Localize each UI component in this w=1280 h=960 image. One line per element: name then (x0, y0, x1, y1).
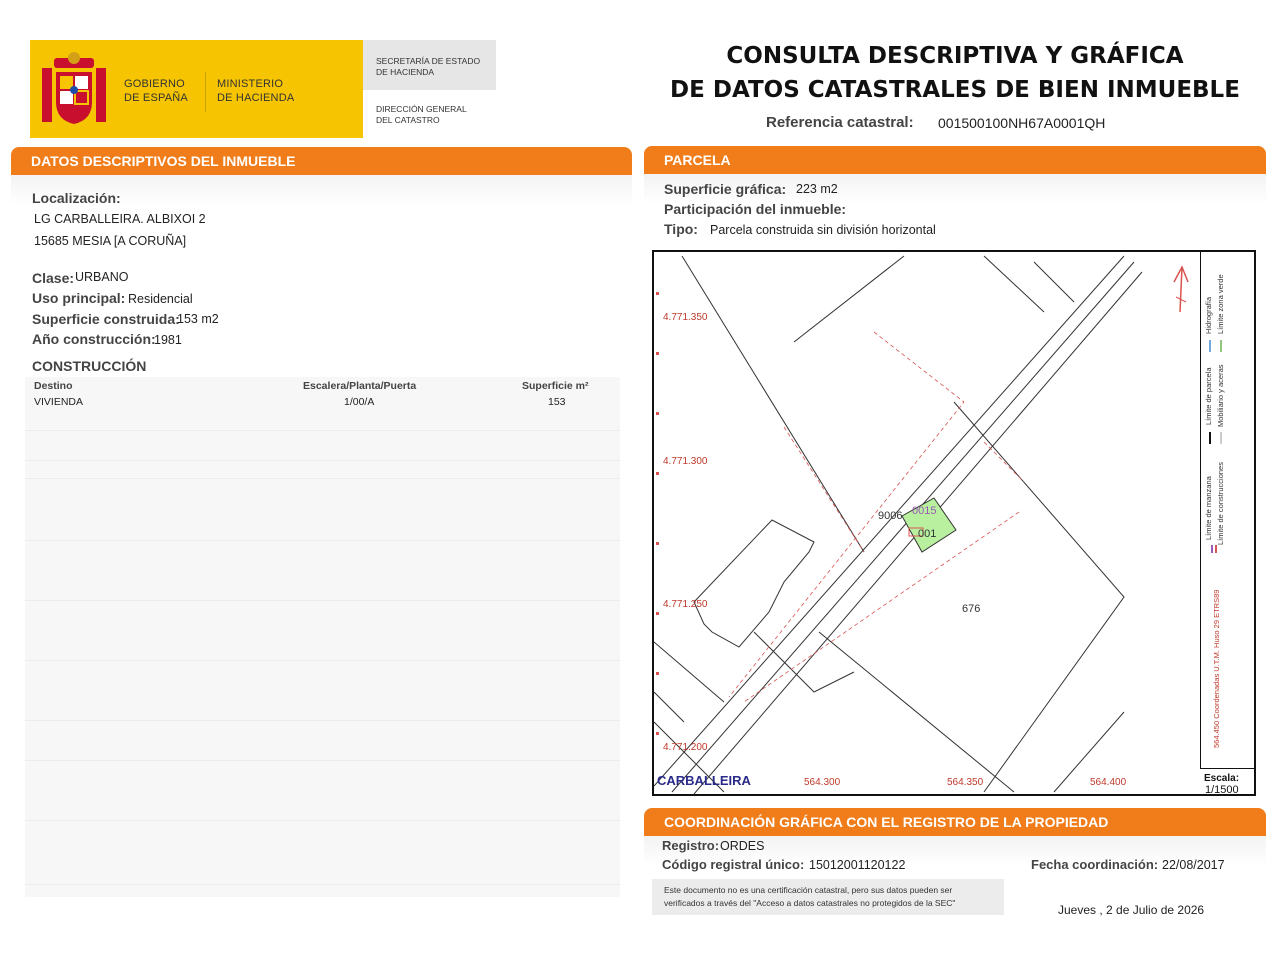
scale-value: 1/1500 (1205, 784, 1239, 796)
direccion-name: DIRECCIÓN GENERAL DEL CATASTRO (376, 104, 467, 125)
x-label-3: 564.400 (1090, 777, 1127, 788)
th-superficie: Superficie m² (522, 380, 589, 392)
th-escalera: Escalera/Planta/Puerta (303, 380, 417, 392)
legend-zona-verde: Límite zona verde (1216, 274, 1225, 334)
uso-label: Uso principal: (32, 290, 126, 306)
parcela-sup-value: 223 m2 (796, 182, 838, 196)
descriptive-header: DATOS DESCRIPTIVOS DEL INMUEBLE (11, 147, 632, 175)
ref-label: Referencia catastral: (766, 114, 914, 131)
y-label-3: 4.771.250 (663, 599, 708, 610)
y-label-4: 4.771.200 (663, 742, 708, 753)
x-label-1: 564.300 (804, 777, 841, 788)
clase-value: URBANO (75, 270, 129, 284)
disclaimer-text: Este documento no es una certificación catastral, pero sus datos pueden ser verificados a través del "Acceso a datos catastrales no protegidos de la SEC" (664, 885, 956, 908)
parcel-label-001: 001 (918, 528, 937, 540)
legend-parcela: Límite de parcela (1204, 367, 1213, 425)
loc-line1: LG CARBALLEIRA. ALBIXOI 2 (34, 212, 206, 226)
page-title: CONSULTA DESCRIPTIVA Y GRÁFICA DE DATOS CATASTRALES DE BIEN INMUEBLE (670, 43, 1240, 103)
ref-value: 001500100NH67A0001QH (938, 115, 1106, 131)
y-label-1: 4.771.350 (663, 312, 708, 323)
footer-date: Jueves , 2 de Julio de 2026 (1058, 903, 1205, 917)
th-destino: Destino (34, 380, 73, 392)
td-destino: VIVIENDA (34, 396, 84, 408)
gov-name: GOBIERNO DE ESPAÑA (124, 78, 188, 104)
construccion-table (25, 377, 620, 897)
legend-construcciones: Límite de construcciones (1216, 462, 1225, 545)
anio-value: 1981 (154, 333, 182, 347)
place-label: CARBALLEIRA (657, 773, 751, 788)
parcel-label-0015: 0015 (912, 505, 937, 517)
codigo-value: 15012001120122 (809, 858, 906, 872)
north-arrow-icon (1174, 267, 1188, 312)
legend-hidrografia: Hidrografía (1204, 296, 1213, 334)
coordinacion-header: COORDINACIÓN GRÁFICA CON EL REGISTRO DE LA PROPIEDAD (644, 808, 1266, 836)
secretaria-name: SECRETARÍA DE ESTADO DE HACIENDA (376, 56, 481, 77)
ministry-name: MINISTERIO DE HACIENDA (217, 78, 295, 104)
tipo-label: Tipo: (664, 221, 698, 237)
parcel-label-676: 676 (962, 603, 981, 615)
anio-label: Año construcción: (32, 331, 156, 347)
fecha-value: 22/08/2017 (1162, 858, 1225, 872)
legend-manzana: Límite de manzana (1204, 476, 1213, 540)
legend-mobiliario: Mobiliario y aceras (1216, 364, 1225, 427)
registro-label: Registro: (662, 838, 720, 853)
td-superficie: 153 (548, 396, 566, 408)
loc-line2: 15685 MESIA [A CORUÑA] (34, 234, 187, 248)
fecha-label: Fecha coordinación: (1031, 857, 1159, 872)
scale-label: Escala: (1204, 773, 1240, 784)
map-drawing (654, 252, 1200, 794)
construccion-title: CONSTRUCCIÓN (32, 358, 147, 374)
tipo-value: Parcela construida sin división horizontal (710, 223, 936, 237)
clase-label: Clase: (32, 270, 75, 286)
uso-value: Residencial (128, 292, 193, 306)
coords-text: 564.450 Coordenadas U.T.M. Huso 29 ETRS89 (1212, 589, 1221, 748)
y-label-2: 4.771.300 (663, 456, 708, 467)
coat-of-arms-icon (38, 50, 110, 128)
x-label-2: 564.350 (947, 777, 984, 788)
superficie-label: Superficie construida: (32, 311, 180, 327)
superficie-value: 153 m2 (177, 312, 219, 326)
codigo-label: Código registral único: (662, 857, 805, 872)
parcela-sup-label: Superficie gráfica: (664, 181, 787, 197)
parcela-header: PARCELA (644, 146, 1266, 174)
participacion-label: Participación del inmueble: (664, 201, 847, 217)
td-escalera: 1/00/A (344, 396, 375, 408)
loc-label: Localización: (32, 190, 121, 206)
parcel-label-9006: 9006 (878, 510, 903, 522)
registro-value: ORDES (720, 839, 765, 853)
